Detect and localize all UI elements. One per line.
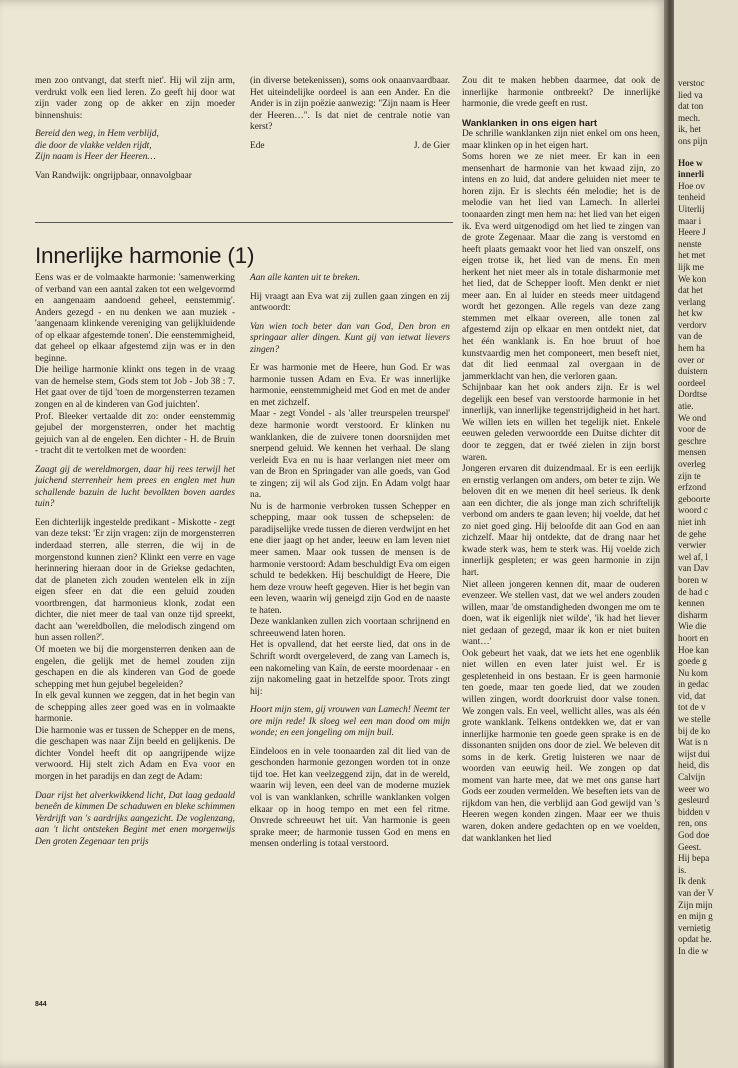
cropped-text-line: atie. <box>678 401 694 412</box>
cropped-text-line: tot de v <box>678 702 706 713</box>
cropped-text-line: van der V <box>678 887 715 898</box>
article-column-3 <box>462 76 660 845</box>
paragraph: Het is opvallend, dat het eerste lied, dat ons in de Schrift wordt overgeleverd, de zang van Lamech is, een nakomeling van Kaïn, de eerste moordenaar - en zijn nakomeling gaat in hetzelfde spoor. Trots zingt hij: <box>250 640 450 697</box>
place-name: Ede <box>250 140 265 151</box>
cropped-text-line: maar i <box>678 215 702 226</box>
cropped-text-line: bij de ko <box>678 725 711 736</box>
cropped-text-line: Nu kom <box>678 667 708 678</box>
cropped-text-line: het kw <box>678 308 703 319</box>
poem-stanza: Daar rijst het alverkwikkend licht, Dat laag gedaald beneên de kimmen De schaduwen en bleke schimmen Verdrijft van 's aardrijks aangezicht. De voglenzang, aan 't licht ontsteken Begint met enen morgenwijs Den groten Zegenaar ten prijs <box>35 790 235 847</box>
cropped-text-line: in gedac <box>678 679 709 690</box>
poem-stanza: Aan alle kanten uit te breken. <box>250 273 361 283</box>
cropped-text-line: gesleurd <box>678 795 710 806</box>
cropped-text-line: geschre <box>678 435 707 446</box>
cropped-text-line: verdorv <box>678 319 707 330</box>
attribution: Van Randwijk: ongrijpbaar, onnavolgbaar <box>35 170 192 181</box>
poem-stanza: Zaagt gij de wereldmorgen, daar hij rees terwijl het juichend sterrenheir hem prees en englen met hun schallende bazuin de lucht bevolkten boven aardes tuin? <box>35 464 235 510</box>
cropped-text-line: hem ha <box>678 343 705 354</box>
cropped-text-line: nenste <box>678 238 702 249</box>
cropped-text-line: ik, het <box>678 124 701 135</box>
cropped-text-line: dat het <box>678 285 703 296</box>
cropped-text-line: voor de <box>678 424 706 435</box>
right-page-edge <box>674 0 738 1068</box>
cropped-text-line: weer wo <box>678 783 710 794</box>
paragraph: Prof. Bleeker vertaalde dit zo: onder eenstemmig gejubel der morgensterren, onder het machtig gejuich van al de engelen. Een dichter - H. de Bruin - tracht dit te vertolken met de woorden: <box>35 411 235 457</box>
cropped-text-line: verwier <box>678 540 707 551</box>
cropped-text-line: vid, dat <box>678 690 706 701</box>
paragraph: Ook gebeurt het vaak, dat we iets het ene ogenblik niet willen en even later juist wel. Er is gespletenheid in ons bestaan. Er is geen harmonie ten goede, maar ten goede lied, dat we zouden willen zingen, wordt doorkruist door valse tonen. We zongen vals. En veel, wellicht alles, was als één grote wanklank. Telkens ontdekken we, dat er van innerlijke harmonie ten goede geen sprake is en de dissonanten snijden ons door de ziel. We beleven dit soms in de kerk. Gretig luisteren we naar de woorden van eeuwig heil. We zongen op dat moment van harte mee, dat we met ons ganse hart Gods eer zouden vermelden. We beseften iets van de rijkdom van hen, die verblijd aan God gewijd van 's Heeren wegen konden zingen. Maar eer we thuis waren, doken andere gedachten op en we voelden, dat wanklanken het lied <box>462 648 660 844</box>
top-column-middle <box>250 76 450 152</box>
cropped-text-line: wel af, l <box>678 551 708 562</box>
cropped-text-line: over or <box>678 354 705 365</box>
cropped-text-line: kennen <box>678 598 705 609</box>
article-column-1 <box>35 273 235 848</box>
cropped-text-line: boren w <box>678 574 708 585</box>
cropped-text-line: We ond <box>678 412 707 423</box>
cropped-text-line: innerli <box>678 169 705 180</box>
paragraph: In elk geval kunnen we zeggen, dat in het begin van de schepping alles zeer goed was en in volmaakte harmonie. <box>35 691 235 725</box>
cropped-text-line: de gehe <box>678 528 707 539</box>
cropped-text-line: we stelle <box>678 714 711 725</box>
cropped-text-line: Heere J <box>678 227 706 238</box>
cropped-text-line: Ik denk <box>678 876 706 887</box>
author-name: J. de Gier <box>413 140 450 151</box>
paragraph: Deze wanklanken zullen zich voortaan schrijnend en schreeuwend laten horen. <box>250 617 450 639</box>
book-spine <box>664 0 674 1068</box>
cropped-text-line: Wie die <box>678 621 707 632</box>
cropped-text-line: Calvijn <box>678 772 706 783</box>
cropped-text-line: mech. <box>678 112 701 123</box>
cropped-text-line: geboorte <box>678 493 711 504</box>
cropped-text-line: Geest. <box>678 841 702 852</box>
poem-stanza: Van wien toch beter dan van God, Den bron en springaar aller dingen. Kunt gij van ietwat lievers zingen? <box>250 321 450 355</box>
paragraph: Hij vraagt aan Eva wat zij zullen gaan zingen en zij antwoordt: <box>250 291 450 314</box>
cropped-text-line: de had c <box>678 586 709 597</box>
cropped-text-line: is. <box>678 864 687 875</box>
cropped-text-line: Hoe w <box>678 157 703 168</box>
paragraph: De schrille wanklanken zijn niet enkel om ons heen, maar klinken op in het eigen hart. <box>462 129 660 151</box>
section-divider <box>35 222 453 223</box>
paragraph: Die heilige harmonie klinkt ons tegen in de vraag van de hemelse stem, Gods stem tot Job - Job 38 : 7. Het gaat over de tijd 'toen de morgensterren tezamen zongen en al de kinderen van God juichten'. <box>35 365 235 411</box>
paragraph: Zou dit te maken hebben daarmee, dat ook de innerlijke harmonie ontbreekt? De innerlijke harmonie, die vrede geeft en rust. <box>462 76 660 110</box>
top-paragraph: men zoo ontvangt, dat sterft niet'. Hij wil zijn arm, verdrukt volk een lied leren. Zo geeft hij door wat zijn vader zong op de akker en zijn moeder binnenshuis: <box>35 76 235 121</box>
cropped-text-line: van Dav <box>678 563 709 574</box>
article-column-2 <box>250 273 450 851</box>
cropped-text-line: verstoc <box>678 78 705 88</box>
top-column-left <box>35 76 235 182</box>
cropped-text-line: ren, ons <box>678 818 708 829</box>
poem-line: die door de vlakke velden rijdt, <box>35 140 152 151</box>
paragraph: Maar - zegt Vondel - als 'aller treurspelen treurspel' deze harmonie wordt verstoord. Er klinken nu wanklanken, die de zuivere tonen doorsnijden met snerpend geluid. We kennen het verhaal. De slang verleidt Eva en nu is haar verlangen niet meer om van de Bron en Springader van alle goeds, van God te zingen; zij wil als God zijn. En Adam volgt haar na. <box>250 409 450 501</box>
paragraph: Soms horen we ze niet meer. Er kan in een mensenhart de harmonie van het kwaad zijn, zo intens en zo luid, dat andere geluiden niet meer te horen zijn. Er is slechts één melodie; het is de melodie van het lied van Lamech. In allerlei toonaarden zingt men hem na: het lied van het eigen ik. Eva werd uitgenodigd om het lied te zingen van de grote Zegenaar. Maar die zang is verstomd en heeft plaats gemaakt voor het lied van onszelf, ons eigen trotse ik, het lied van de mens. En men herkent het niet meer als in totale disharmonie met het lied, dat de Schepper looft. Men denkt er niet meer aan. En al luider en steeds meer uitdagend wordt het gezongen. Alle regels van deze zang stemmen met elkaar overeen, alle tonen zal afgestemd zijn op elkaar en men ontdekt niet, dat het één wanklank is. En hoe bruut of hoe kunstvaardig men het componeert, men beseft niet, dat dit lied eenmaal zal overgaan in de jammerklacht van hen, die verloren gaan. <box>462 152 660 382</box>
cropped-text-line: opdat he. <box>678 934 712 945</box>
cropped-text-line: woord c <box>678 505 708 516</box>
cropped-text-line: heid, dis <box>678 760 710 771</box>
cropped-text-line: We kon <box>678 273 707 284</box>
cropped-text-line: duistern <box>678 366 708 377</box>
cropped-text-line: hoort en <box>678 632 709 643</box>
top-paragraph: (in diverse betekenissen), soms ook onaanvaardbaar. Het uiteindelijke oordeel is aan een Ander. En die Ander is in zijn poëzie aanwezig: "Zijn naam is Heer der Heeren…". Is dat niet de centrale notie van kerst? <box>250 76 450 133</box>
page-number: 844 <box>35 1001 47 1008</box>
cropped-text-line: Uiterlij <box>678 203 705 214</box>
cropped-text-line: lied va <box>678 89 703 100</box>
cropped-text-line: goede g <box>678 656 707 667</box>
cropped-text-line: verlang <box>678 296 706 307</box>
cropped-text-line: en mijn g <box>678 911 713 922</box>
cropped-text-line: Hoe ov <box>678 180 705 191</box>
cropped-text-line: mensen <box>678 447 707 458</box>
cropped-text-line: In die w <box>678 945 709 956</box>
cropped-text-line: erfzond <box>678 482 707 493</box>
cropped-text-line: tenheid <box>678 192 706 203</box>
cropped-text-line: zijn te <box>678 470 701 481</box>
cropped-text-line: vernietig <box>678 922 711 933</box>
cropped-text-line: oordeel <box>678 377 706 388</box>
section-heading: Wanklanken in ons eigen hart <box>462 117 598 129</box>
cropped-text-line: dat ton <box>678 101 704 112</box>
paragraph: Eindeloos en in vele toonaarden zal dit lied van de geschonden harmonie gezongen worden tot in onze tijd toe. Het kan veelzeggend zijn, dat in de wereld, waarin wij leven, een deel van de moderne muziek vol is van wanklanken, schrille wanklanken volgen elkaar op in hoog tempo en met een fel ritme. Onvrede schreeuwt het uit. Van harmonie is geen sprake meer; de harmonie tussen God en mens en mensen onderling is totaal verstoord. <box>250 746 450 850</box>
cropped-text-line: overleg <box>678 459 706 469</box>
cropped-text-line: bidden v <box>678 806 710 817</box>
cropped-text-line: Zijn mijn <box>678 899 713 910</box>
cropped-text-line: God doe <box>678 830 710 840</box>
cropped-text-line: Hoe kan <box>678 644 709 655</box>
paragraph: Jongeren ervaren dit duizendmaal. Er is een eerlijk en ernstig verlangen om anders, om beter te zijn. We beloven dit en we menen dit heel serieus. Ik denk aan een dichter, die als jonge man zich schriftelijk verbond om anders te gaan leven; hij voelde, dat het zo niet goed ging. Hij beloofde dit aan God en aan zichzelf. Maar hij ontdekte, dat de drang naar het kwade sterk was, hem te sterk was. Hij voelde zich innerlijk gespleten; er was geen harmonie in zijn hart. <box>462 464 660 578</box>
article-headline: Innerlijke harmonie (1) <box>35 243 255 268</box>
paragraph: Die harmonie was er tussen de Schepper en de mens, die geschapen was naar Zijn beeld en gelijkenis. De dichter Vondel heeft dit op aangrijpende wijze verwoord. Hij stelt zich Adam en Eva voor en morgen in het paradijs en dan zegt de Adam: <box>35 725 235 782</box>
cropped-text-line: Wat is n <box>678 737 708 748</box>
poem-line: Bereid den weg, in Hem verblijd, <box>35 129 159 140</box>
paragraph: Nu is de harmonie verbroken tussen Schepper en schepping, maar ook tussen de schepselen: de paradijselijke vrede tussen de dieren verdwijnt en het ene dier jaagt op het ander, leeuw en lam leven niet meer samen. Maar ook tussen de mensen is de harmonie verstoord: Adam beschuldigt Eva om eigen schuld te bedekken. Hij beschuldigt de Heere, Die hem deze vrouw heeft gegeven. Hier is het begin van een leven, waarin wij geneigd zijn God en de naaste te haten. <box>250 501 450 616</box>
cropped-text-line: Hij bepa <box>678 853 710 864</box>
cropped-text-line: niet inh <box>678 516 706 527</box>
poem-stanza: Hoort mijn stem, gij vrouwen van Lamech! Neemt ter ore mijn rede! Ik sloeg wel een man dood om mijn wonde; en een jongeling om mijn buil. <box>250 705 450 739</box>
cropped-text-line: het met <box>678 250 706 261</box>
paragraph: Een dichterlijk ingestelde predikant - Miskotte - zegt van deze tekst: 'Er zijn vragen: zijn de morgensterren inderdaad sterren, alle sterren, die wij in de morgenstond kunnen zien? Klinkt een verre en vage herinnering hieraan door in de Griekse gedachten, dat de planeten zich zouden wentelen elk in zijn eigen sfeer en dat die een geluid zouden voortbrengen, dat harmonieus klonk, zodat een dichter, die niet meer de taal van onze tijd spreekt, dacht aan 'wereldbollen, die melodisch zingend om hun assen rollen?'. <box>35 517 235 644</box>
cropped-text-line: lijk me <box>678 261 704 272</box>
cropped-text-line: wijst dui <box>678 748 710 759</box>
paragraph: Niet alleen jongeren kennen dit, maar de ouderen evenzeer. We stellen vast, dat we wel anders zouden willen, maar 'de omstandigheden dwongen me om te doen, wat ik eigenlijk niet wilde', 'ik had het liever niet gedaan of gezegd, maar ik kon er niet buiten want…' <box>462 579 660 648</box>
poem-line: Zijn naam is Heer der Heeren… <box>35 152 156 163</box>
cropped-text-line: ons pijn <box>678 135 708 146</box>
cropped-text-line: disharm <box>678 609 708 620</box>
paragraph: Eens was er de volmaakte harmonie: 'samenwerking of verband van een aantal zaken tot een welgevormd en aangenaam aandoend geheel, eenstemmig'. Anders gezegd - en nu denken we aan muziek - 'aangenaam klinkende vereniging van gelijkluidende of op elkaar afgestemde tonen'. Die eenstemmigheid, dat geheel op elkaar afgestemd zijn was er in den beginne. <box>35 273 235 364</box>
paragraph: Schijnbaar kan het ook anders zijn. Er is wel degelijk een besef van verstoorde harmonie in het innerlijk, van innerlijke tegenstrijdigheid in het hart. We willen iets en willen het tegelijk niet. Enkele eeuwen geleden verwoordde een Duitse dichter dit door te zeggen, dat er twéé zielen in zijn borst waren. <box>462 383 660 463</box>
cropped-text-line: Dordtse <box>678 389 708 400</box>
cropped-text-line: van de <box>678 331 703 342</box>
paragraph: Of moeten we bij die morgensterren denken aan de engelen, die gelijk met de hemel zouden zijn geschapen en die als kinderen van God de goede schepping met hun gejubel begeleiden? <box>35 644 235 690</box>
paragraph: Er was harmonie met de Heere, hun God. Er was harmonie tussen Adam en Eva. Er was innerlijke harmonie, eenstemmigheid met God en met de ander en met zichzelf. <box>250 363 450 408</box>
